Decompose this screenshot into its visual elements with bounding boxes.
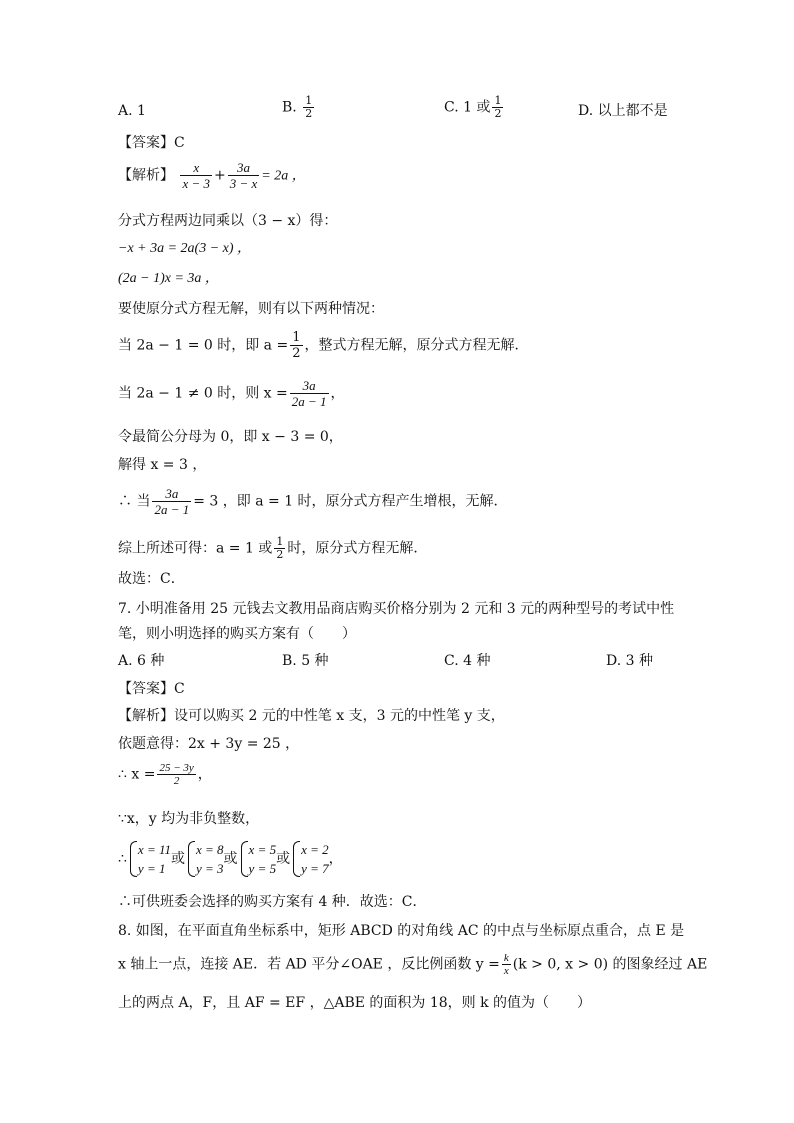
q7-solution-3: x = 5 y = 5 (240, 840, 277, 878)
q6-solve-line: 解得 x = 3 ， (118, 457, 207, 473)
q6-option-a: A. 1 (118, 103, 146, 119)
q6-option-c-fraction: $\frac{1}{2}$ (494, 94, 502, 120)
q6-option-c: C. 1 或 $\frac{1}{2}$ (444, 94, 502, 120)
q6-answer: 【答案】C (118, 135, 185, 151)
q7-conclusion: ∴可供班委会选择的购买方案有 4 种．故选：C． (118, 894, 427, 910)
q7-solution-2: x = 8 y = 3 (187, 840, 224, 878)
q7-x-expression: ∴ x = $\frac{25 - 3y}{2}$ ， (118, 762, 212, 787)
q6-option-d: D. 以上都不是 (578, 103, 668, 119)
q7-solution-4: x = 2 y = 7 (292, 840, 329, 878)
q6-therefore-line: ∴ 当 $\frac{3a}{2a - 1}$ = 3 ，即 a = 1 时，原分式方程产生增根，无解． (118, 486, 508, 517)
q7-answer: 【答案】C (118, 681, 185, 697)
q6-case-2: 当 2a − 1 ≠ 0 时，则 x = $\frac{3a}{2a - 1}$ ， (118, 378, 345, 409)
q6-denominator-line: 令最简公分母为 0，即 x − 3 = 0， (118, 429, 343, 445)
q7-stem-line-1: 7. 小明准备用 25 元钱去文教用品商店购买价格分别为 2 元和 3 元的两种型号的考试中性 (118, 601, 675, 617)
q7-option-c: C. 4 种 (444, 653, 491, 669)
q6-summary-line: 综上所述可得：a = 1 或 $\frac{1}{2}$ 时，原分式方程无解． (118, 535, 428, 561)
q7-solution-1: x = 11 y = 1 (129, 840, 171, 878)
q6-cases-line: 要使原分式方程无解，则有以下两种情况： (118, 301, 384, 317)
q6-case-1: 当 2a − 1 = 0 时，即 a = $\frac{1}{2}$ ，整式方程无解，原分式方程无解． (118, 330, 529, 361)
q6-analysis-equation: 【解析】 $\frac{x}{x - 3}$ + $\frac{3a}{3 - x}$ = 2a ， (118, 160, 306, 191)
q7-option-d: D. 3 种 (606, 653, 653, 669)
q6-equation-2: −x + 3a = 2a(3 − x) ， (118, 241, 252, 256)
q7-option-a: A. 6 种 (118, 653, 165, 669)
q7-option-b: B. 5 种 (282, 653, 329, 669)
q7-because-line: ∵x，y 均为非负整数， (118, 811, 260, 827)
q7-solutions: ∴ x = 11 y = 1 或 x = 8 y = 3 或 x = 5 y = 5 或 x = 2 y = 7 ， (118, 842, 343, 876)
q8-stem-line-1: 8. 如图，在平面直角坐标系中，矩形 ABCD 的对角线 AC 的中点与坐标原点重合，点 E 是 (118, 923, 685, 939)
q7-analysis: 【解析】设可以购买 2 元的中性笔 x 支，3 元的中性笔 y 支， (118, 708, 505, 724)
q6-multiply-line: 分式方程两边同乘以（3 − x）得： (118, 213, 338, 229)
q8-stem-line-3: 上的两点 A，F，且 AF = EF ，△ABE 的面积为 18，则 k 的值为（ ） (118, 995, 592, 1011)
q6-choose-line: 故选：C． (118, 571, 185, 587)
q8-stem-line-2: x 轴上一点，连接 AE．若 AD 平分∠OAE ，反比例函数 y = $\frac{k}{x}$ (k > 0, x > 0) 的图象经过 AE (118, 952, 708, 977)
q6-option-b: B. $\frac{1}{2}$ (282, 94, 313, 120)
q6-equation-3: (2a − 1)x = 3a ， (118, 271, 219, 286)
q7-stem-line-2: 笔，则小明选择的购买方案有（ ） (118, 626, 356, 642)
q7-equation: 依题意得：2x + 3y = 25 ， (118, 736, 300, 752)
q6-option-b-fraction: $\frac{1}{2}$ (305, 94, 313, 120)
